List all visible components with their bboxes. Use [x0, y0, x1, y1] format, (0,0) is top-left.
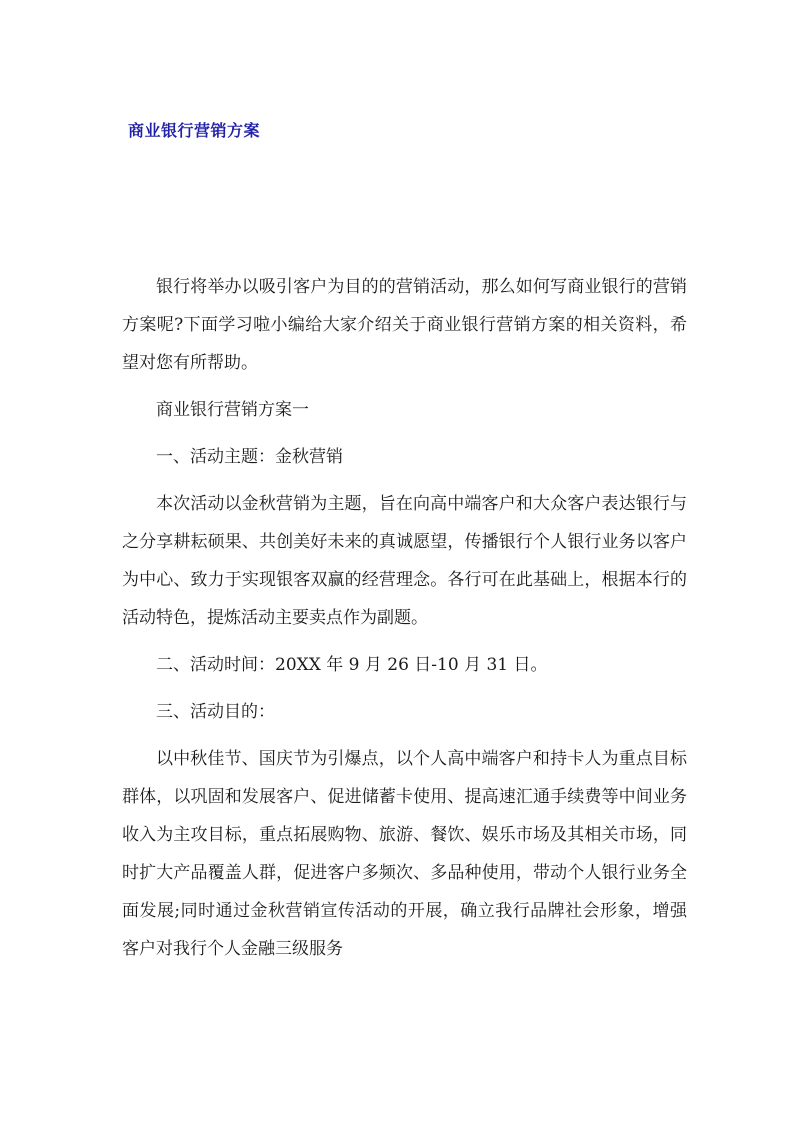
document-title: 商业银行营销方案	[128, 121, 261, 140]
activity-purpose-paragraph: 以中秋佳节、国庆节为引爆点，以个人高中端客户和持卡人为重点目标群体，以巩固和发展客户、促进储蓄卡使用、提高速汇通手续费等中间业务收入为主攻目标，重点拓展购物、旅游、餐饮、娱乐市场及其相关市场，同时扩大产品覆盖人群，促进客户多频次、多品种使用，带动个人银行业务全面发展;同时通过金秋营销宣传活动的开展，确立我行品牌社会形象，增强客户对我行个人金融三级服务	[122, 749, 687, 959]
activity-purpose-heading: 三、活动目的：	[156, 702, 275, 722]
activity-time-heading: 二、活动时间：20XX 年 9 月 26 日-10 月 31 日。	[156, 655, 548, 675]
activity-theme-paragraph: 本次活动以金秋营销为主题，旨在向高中端客户和大众客户表达银行与之分享耕耘硕果、共创美好未来的真诚愿望，传播银行个人银行业务以客户为中心、致力于实现银客双赢的经营理念。各行可在此基础上，根据本行的活动特色，提炼活动主要卖点作为副题。	[122, 494, 687, 628]
title-underline-rule: ________________________________________________________________	[128, 172, 668, 186]
document-body	[122, 268, 687, 968]
section-heading-plan-one: 商业银行营销方案一	[156, 400, 309, 420]
activity-theme-heading: 一、活动主题：金秋营销	[156, 447, 343, 467]
intro-paragraph: 银行将举办以吸引客户为目的的营销活动，那么如何写商业银行的营销方案呢?下面学习啦小编给大家介绍关于商业银行营销方案的相关资料，希望对您有所帮助。	[122, 277, 687, 373]
